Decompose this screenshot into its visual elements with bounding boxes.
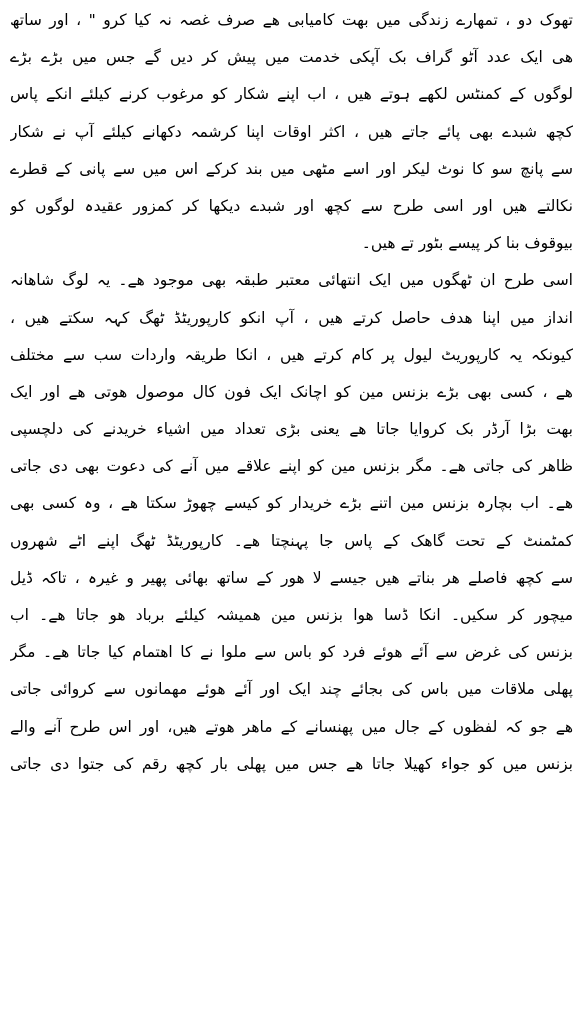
text-line: ھے جو کہ لفظوں کے جال میں پھنسانے کے ماھر ھوتے ھیں، اور اس طرح آنے والے xyxy=(10,717,573,736)
text-line: ھے ، کسی بھی بڑے بزنس مین کو اچانک ایک فون کال موصول ھوتی ھے اور ایک xyxy=(10,382,573,401)
text-line: سے پانچ سو کا نوٹ لیکر اور اسے مٹھی میں بند کرکے اس میں سے پانی کے قطرے xyxy=(10,159,573,178)
text-line: ھے۔ اب بچارہ بزنس مین اتنے بڑے خریدار کو کیسے چھوڑ سکتا ھے ، وہ کسی بھی xyxy=(10,494,573,513)
text-line: پھلی ملاقات میں باس کی بجائے چند ایک اور آئے ھوئے مھمانوں سے کروائی جاتی xyxy=(10,680,573,699)
text-line: بیوقوف بنا کر پیسے بٹور تے ھیں۔ xyxy=(361,234,573,253)
text-line: نکالتے ھیں اور اسی طرح سے کچھ اور شبدے دیکھا کر کمزور عقیدہ لوگوں کو xyxy=(10,196,573,215)
text-line: لوگوں کے کمنٹس لکھے ہوتے ھیں ، اب اپنے شکار کو مرغوب کرنے کیلئے انکے پاس xyxy=(10,85,573,104)
text-line: میچور کر سکیں۔ انکا ڈسا ھوا بزنس مین ھمیشہ کیلئے برباد ھو جاتا ھے۔ اب xyxy=(10,606,573,624)
text-line: بزنس میں کو جواء کھیلا جاتا ھے جس میں پھلی بار کچھ رقم کی جتوا دی جاتی xyxy=(10,754,573,773)
text-line: بھت بڑا آرڈر بک کروایا جاتا ھے یعنی بڑی تعداد میں اشیاء خریدنے کی دلچسپی xyxy=(10,420,573,439)
text-line: کمٹمنٹ کے تحت گاھک کے پاس جا پہنچتا ھے۔ کارپوریٹڈ ٹھگ اپنے اٹے شھروں xyxy=(10,531,573,550)
text-line: ھی ایک عدد آٹو گراف بک آپکی خدمت میں پیش کر دیں گے جس میں بڑے بڑے xyxy=(10,48,573,67)
text-line: ظاھر کی جاتی ھے۔ مگر بزنس مین کو اپنے علاقے میں آنے کی دعوت بھی دی جاتی xyxy=(10,457,573,476)
text-line: اسی طرح ان ٹھگوں میں ایک انتھائی معتبر طبقہ بھی موجود ھے۔ یہ لوگ شاھانہ xyxy=(10,271,573,290)
paragraph-2 xyxy=(10,262,573,783)
paragraph-1 xyxy=(10,2,573,262)
text-line: بزنس کی غرض سے آئے ھوئے فرد کو باس سے ملوا نے کا اھتمام کیا جاتا ھے۔ مگر xyxy=(10,643,573,662)
text-line: انداز میں اپنا ھدف حاصل کرتے ھیں ، آپ انکو کارپوریٹڈ ٹھگ کہہ سکتے ھیں ، xyxy=(10,308,573,327)
text-line: کیونکہ یہ کارپوریٹ لیول پر کام کرتے ھیں ، انکا طریقہ واردات سب سے مختلف xyxy=(10,345,573,364)
text-line: تھوک دو ، تمھارے زندگی میں بھت کامیابی ھے صرف غصہ نہ کیا کرو " ، اور ساتھ xyxy=(10,11,573,29)
text-line: سے کچھ فاصلے ھر بناتے ھیں جیسے لا ھور کے ساتھ بھائی پھیر و غیرہ ، تاکہ ڈیل xyxy=(10,568,573,587)
text-line: کچھ شبدے بھی پائے جاتے ھیں ، اکثر اوقات اپنا کرشمہ دکھانے کیلئے آپ نے شکار xyxy=(10,122,573,141)
